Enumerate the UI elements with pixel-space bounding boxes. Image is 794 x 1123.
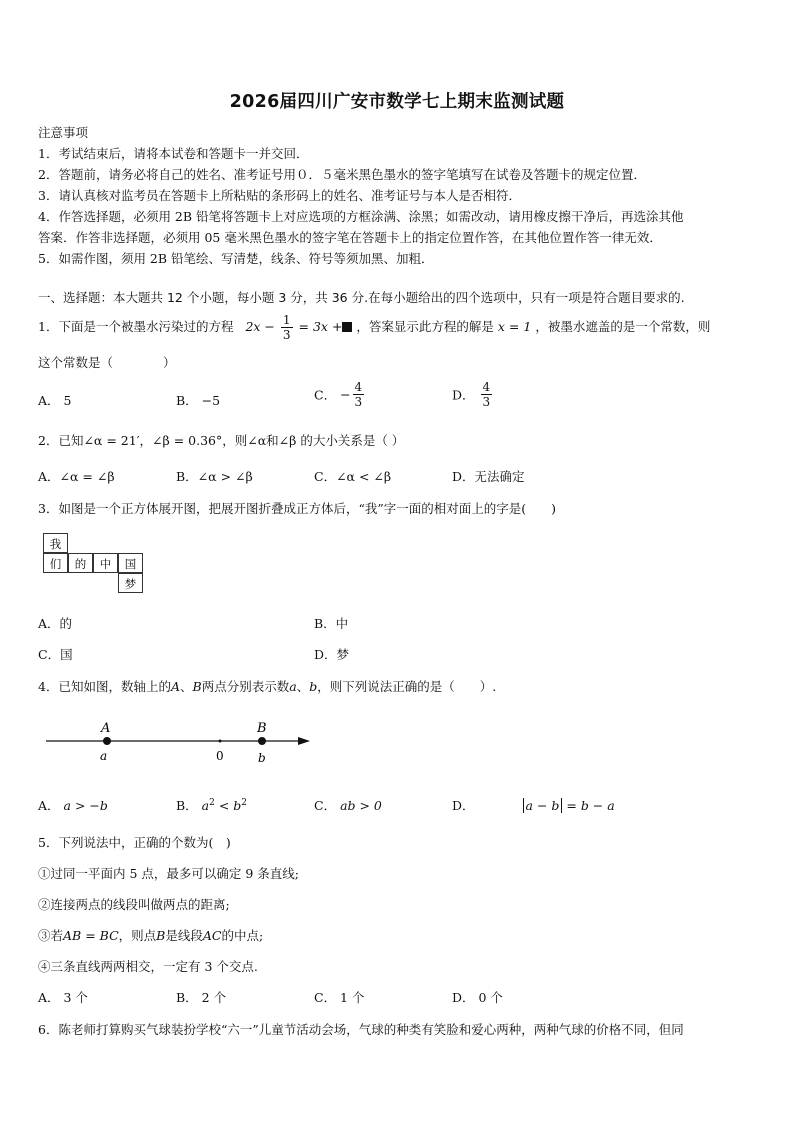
statement-2: ②连接两点的线段叫做两点的距离; bbox=[38, 897, 230, 912]
label-point-a: A bbox=[101, 721, 111, 736]
label-value-b: b bbox=[258, 751, 266, 765]
ink-blot bbox=[342, 322, 352, 332]
q1-option-c: C． − $\frac{4}{3}$ bbox=[314, 380, 363, 409]
question-5: 5．下列说法中，正确的个数为( ) bbox=[38, 835, 231, 850]
note-item: 答案．作答非选择题，必须用 05 毫米黑色墨水的签字笔在答题卡上的指定位置作答，在其他位置作答一律无效． bbox=[38, 230, 662, 245]
q4-option-a: A． a > −b bbox=[38, 798, 108, 813]
cube-face: 中 bbox=[93, 553, 118, 573]
label-zero: 0 bbox=[216, 749, 224, 763]
question-4: 4．已知如图，数轴上的A、B两点分别表示数a、b，则下列说法正确的是（ ）. bbox=[38, 679, 497, 694]
q5-option-b: B． 2 个 bbox=[176, 990, 227, 1005]
cube-face: 国 bbox=[118, 553, 143, 573]
question-1-line2: 这个常数是（ ） bbox=[38, 355, 176, 370]
q3-option-a: A．的 bbox=[38, 616, 73, 631]
page-title: 2026届四川广安市数学七上期末监测试题 bbox=[229, 92, 565, 112]
q2-option-c: C．∠α < ∠β bbox=[314, 469, 392, 484]
q2-option-b: B．∠α > ∠β bbox=[176, 469, 253, 484]
label-value-a: a bbox=[100, 749, 108, 763]
label-point-b: B bbox=[257, 721, 267, 736]
q1-option-b: B． −5 bbox=[176, 393, 221, 408]
statement-4: ④三条直线两两相交，一定有 3 个交点. bbox=[38, 959, 258, 974]
statement-1: ①过同一平面内 5 点，最多可以确定 9 条直线; bbox=[38, 866, 300, 881]
q2-option-a: A．∠α = ∠β bbox=[38, 469, 115, 484]
fraction: $\frac{1}{3}$ bbox=[282, 313, 291, 342]
question-2: 2．已知∠α = 21′，∠β = 0.36°，则∠α和∠β 的大小关系是（ ） bbox=[38, 433, 405, 448]
question-1: 1．下面是一个被墨水污染过的方程 2x − $\frac{1}{3}$ = 3x + ，答案显示此方程的解是 x = 1 ，被墨水遮盖的是一个常数，则 bbox=[38, 313, 711, 342]
question-3: 3．如图是一个正方体展开图，把展开图折叠成正方体后，“我”字一面的相对面上的字是( ) bbox=[38, 501, 556, 516]
number-line bbox=[40, 712, 320, 772]
point-b bbox=[258, 737, 266, 745]
arrow-right-icon bbox=[298, 737, 310, 745]
notes-heading: 注意事项 bbox=[38, 125, 89, 140]
note-item: 1．考试结束后，请将本试卷和答题卡一并交回． bbox=[38, 146, 309, 161]
cube-face: 我 bbox=[43, 533, 68, 553]
q5-option-d: D． 0 个 bbox=[452, 990, 503, 1005]
q4-option-c: C． ab > 0 bbox=[314, 798, 382, 813]
cube-face: 梦 bbox=[118, 573, 143, 593]
question-6: 6．陈老师打算购买气球装扮学校“六一”儿童节活动会场，气球的种类有笑脸和爱心两种，两种气球的价格不同，但同 bbox=[38, 1022, 684, 1037]
note-item: 2．答题前，请务必将自己的姓名、准考证号用０．５毫米黑色墨水的签字笔填写在试卷及答题卡的规定位置． bbox=[38, 167, 646, 182]
q5-option-a: A． 3 个 bbox=[38, 990, 88, 1005]
q3-option-d: D．梦 bbox=[314, 647, 350, 662]
q1-option-a: A． 5 bbox=[38, 393, 72, 408]
q2-option-d: D．无法确定 bbox=[452, 469, 525, 484]
cube-face: 们 bbox=[43, 553, 68, 573]
q5-option-c: C． 1 个 bbox=[314, 990, 365, 1005]
q4-option-b: B． $a^2 < b^2$ bbox=[176, 797, 248, 813]
cube-face: 的 bbox=[68, 553, 93, 573]
statement-3: ③若AB = BC，则点B是线段AC的中点; bbox=[38, 928, 264, 943]
note-item: 5．如需作图，须用 2B 铅笔绘、写清楚，线条、符号等须加黑、加粗． bbox=[38, 251, 434, 266]
q4-option-d: D． a − b = b − a bbox=[452, 798, 615, 813]
point-a bbox=[103, 737, 111, 745]
q1-option-d: D． $\frac{4}{3}$ bbox=[452, 380, 491, 409]
note-item: 3．请认真核对监考员在答题卡上所粘贴的条形码上的姓名、准考证号与本人是否相符． bbox=[38, 188, 521, 203]
q3-option-b: B．中 bbox=[314, 616, 349, 631]
q3-option-c: C．国 bbox=[38, 647, 73, 662]
note-item: 4．作答选择题，必须用 2B 铅笔将答题卡上对应选项的方框涂满、涂黑；如需改动，请用橡皮擦干净后，再选涂其他 bbox=[38, 209, 684, 224]
section-heading: 一、选择题：本大题共 12 个小题，每小题 3 分，共 36 分.在每小题给出的四个选项中，只有一项是符合题目要求的. bbox=[38, 290, 685, 305]
origin-tick bbox=[219, 740, 222, 743]
